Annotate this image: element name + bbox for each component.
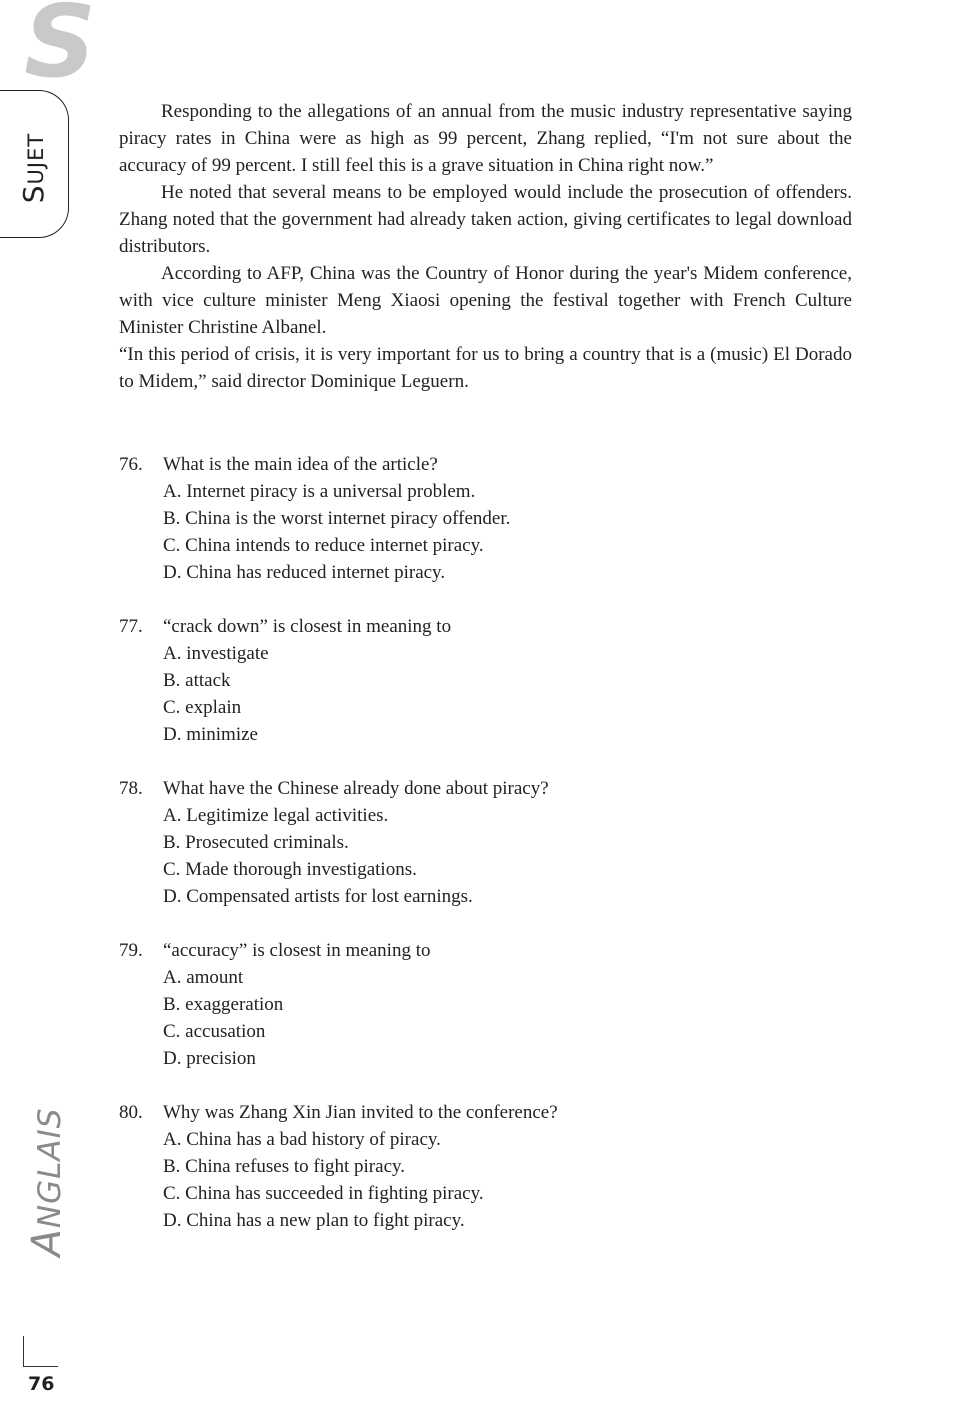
article-text (119, 98, 852, 395)
question-number: 78. (119, 778, 143, 799)
answer-option: D. China has reduced internet piracy. (163, 562, 446, 583)
answer-option: D. minimize (163, 724, 258, 745)
question-number: 76. (119, 454, 143, 475)
answer-option: C. Made thorough investigations. (163, 859, 417, 880)
answer-option: C. China intends to reduce internet piracy. (163, 535, 484, 556)
answer-option: C. accusation (163, 1021, 266, 1042)
answer-option: C. China has succeeded in fighting piracy. (163, 1183, 484, 1204)
question-text: “crack down” is closest in meaning to (163, 616, 452, 637)
question-76 (119, 451, 852, 586)
article-paragraph: He noted that several means to be employed would include the prosecution of offenders. Zhang noted that the government had already taken action, giving certificates to legal download distributors. (119, 182, 852, 257)
question-stem (119, 613, 852, 640)
question-77 (119, 613, 852, 748)
question-79 (119, 937, 852, 1072)
answer-option: D. China has a new plan to fight piracy. (163, 1210, 465, 1231)
article-paragraph: According to AFP, China was the Country of Honor during the year's Midem conference, with vice culture minister Meng Xiaosi opening the festival together with French Culture Minister Christine Albanel. (119, 263, 852, 338)
subject-label-initial: A (24, 1228, 70, 1257)
answer-option: D. Compensated artists for lost earnings. (163, 886, 473, 907)
answer-option: A. Internet piracy is a universal problem. (163, 481, 476, 502)
question-78 (119, 775, 852, 910)
answer-option: A. investigate (163, 643, 269, 664)
page-number: 76 (28, 1373, 55, 1395)
question-stem (119, 775, 852, 802)
answer-option: D. precision (163, 1048, 256, 1069)
question-stem (119, 1099, 852, 1126)
question-stem (119, 937, 852, 964)
subject-label-rest: NGLAIS (32, 1107, 68, 1229)
article-paragraph: Responding to the allegations of an annual from the music industry representative saying piracy rates in China were as high as 99 percent, Zhang replied, “I'm not sure about the accuracy of 99 percent. I still feel this is a grave situation in China right now.” (119, 101, 852, 176)
section-label (17, 132, 50, 204)
section-label-rest: UJET (24, 132, 48, 185)
section-label-initial: S (17, 184, 50, 204)
question-number: 80. (119, 1102, 143, 1123)
question-text: Why was Zhang Xin Jian invited to the conference? (163, 1102, 558, 1123)
answer-option: A. Legitimize legal activities. (163, 805, 389, 826)
question-80 (119, 1099, 852, 1234)
answer-option: B. China is the worst internet piracy offender. (163, 508, 511, 529)
answer-option: A. amount (163, 967, 244, 988)
answer-option: B. China refuses to fight piracy. (163, 1156, 406, 1177)
question-text: “accuracy” is closest in meaning to (163, 940, 431, 961)
page-corner-mark (23, 1336, 58, 1367)
question-number: 77. (119, 616, 143, 637)
answer-option: A. China has a bad history of piracy. (163, 1129, 441, 1150)
question-text: What have the Chinese already done about piracy? (163, 778, 549, 799)
answer-option: B. Prosecuted criminals. (163, 832, 349, 853)
answer-option: B. exaggeration (163, 994, 284, 1015)
subject-label (24, 1108, 70, 1257)
article-paragraph: “In this period of crisis, it is very important for us to bring a country that is a (music) El Dorado to Midem,” said director Dominique Leguern. (119, 344, 852, 392)
answer-option: C. explain (163, 697, 242, 718)
question-number: 79. (119, 940, 143, 961)
answer-option: B. attack (163, 670, 231, 691)
question-text: What is the main idea of the article? (163, 454, 438, 475)
section-letter-watermark: S (24, 0, 97, 100)
question-stem (119, 451, 852, 478)
question-list (119, 451, 852, 1261)
